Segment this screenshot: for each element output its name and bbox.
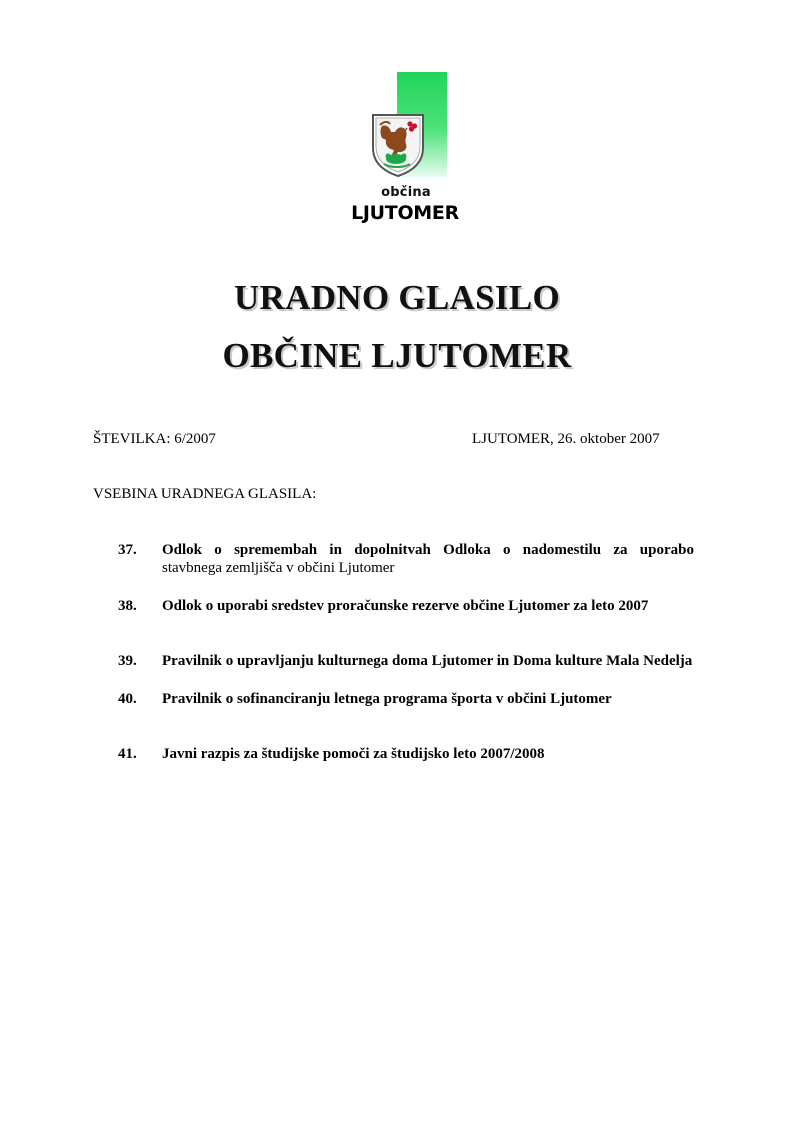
item-title: Pravilnik o sofinanciranju letnega programa športa v občini Ljutomer — [162, 691, 612, 707]
item-title-continuation: stavbnega zemljišča v občini Ljutomer — [162, 560, 395, 576]
logo-municipality-name: LJUTOMER — [351, 202, 459, 224]
place-date: LJUTOMER, 26. oktober 2007 — [472, 431, 660, 447]
logo-small-text: občina — [381, 185, 431, 200]
coat-of-arms-icon — [370, 112, 426, 178]
list-item — [118, 541, 694, 577]
list-item — [118, 597, 694, 615]
page-title-line2: OBČINE LJUTOMER — [222, 336, 572, 375]
list-item — [118, 745, 694, 763]
municipality-logo — [351, 72, 460, 227]
item-number: 39. — [118, 653, 137, 669]
item-number: 41. — [118, 746, 137, 762]
item-title: Pravilnik o upravljanju kulturnega doma Ljutomer in Doma kulture Mala Nedelja — [162, 653, 693, 669]
page-title-line1: URADNO GLASILO — [233, 278, 561, 317]
list-item — [118, 652, 694, 670]
item-title: Javni razpis za študijske pomoči za študijsko leto 2007/2008 — [162, 746, 545, 762]
issue-number: ŠTEVILKA: 6/2007 — [93, 431, 216, 447]
item-number: 38. — [118, 598, 137, 614]
item-number: 40. — [118, 691, 137, 707]
item-number: 37. — [118, 542, 137, 558]
item-title: Odlok o spremembah in dopolnitvah Odloka o nadomestilu za uporabo — [162, 542, 694, 558]
contents-heading: VSEBINA URADNEGA GLASILA: — [93, 486, 317, 502]
list-item — [118, 690, 694, 708]
item-text — [162, 541, 694, 577]
item-title: Odlok o uporabi sredstev proračunske rezerve občine Ljutomer za leto 2007 — [162, 598, 649, 614]
contents-list — [118, 541, 694, 763]
